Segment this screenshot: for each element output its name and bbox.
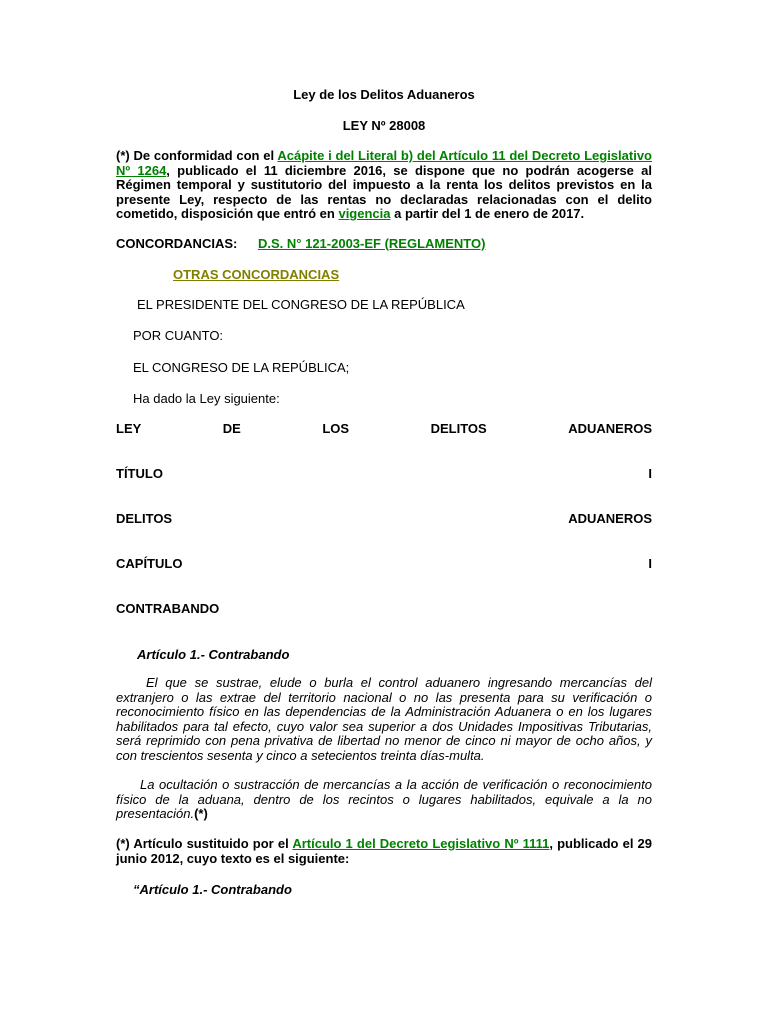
decreto-1111-link[interactable]: Artículo 1 del Decreto Legislativo Nº 1111 <box>292 836 550 851</box>
paragraph-text: La ocultación o sustracción de mercancías a la acción de verificación o reconocimiento físico de la aduana, dentro de los recintos o lugares habilitados, equivale a la no presentación. <box>116 777 652 822</box>
heading-word: LOS <box>322 421 350 436</box>
preamble-congreso: EL CONGRESO DE LA REPÚBLICA; <box>133 360 350 375</box>
heading-word: I <box>648 466 652 481</box>
preamble-por-cuanto: POR CUANTO: <box>133 328 224 343</box>
delitos-heading <box>116 511 652 526</box>
article-1-new-heading: “Artículo 1.- Contrabando <box>133 882 292 897</box>
article-1-paragraph-1: El que se sustrae, elude o burla el control aduanero ingresando mercancías del extranjero o las extrae del territorio nacional o no las presenta para su verificación o reconocimiento físico en las dependencias de la Administración Aduanera o en los lugares habilitados para tal efecto, cuyo valor sea superior a dos Unidades Impositivas Tributarias, será reprimido con pena privativa de libertad no menor de cinco ni mayor de ocho años, y con trescientos sesenta y cinco a setecientos treinta días-multa. <box>116 675 652 763</box>
heading-word: CAPÍTULO <box>116 556 183 571</box>
capitulo-heading <box>116 556 652 571</box>
decreto-1264-link[interactable]: Acápite i del Literal b) del Artículo 11 del Decreto Legislativo Nº 1264 <box>116 148 652 178</box>
preamble-president: EL PRESIDENTE DEL CONGRESO DE LA REPÚBLICA <box>137 297 465 312</box>
note-prefix: (*) De conformidad con el <box>116 148 278 163</box>
note-suffix: , publicado el 29 junio 2012, cuyo texto es el siguiente: <box>116 836 653 866</box>
contrabando-heading: CONTRABANDO <box>116 601 220 616</box>
heading-word: TÍTULO <box>116 466 163 481</box>
heading-word: LEY <box>116 421 142 436</box>
heading-word: DE <box>222 421 241 436</box>
heading-word: ADUANEROS <box>568 511 652 526</box>
reglamento-link[interactable]: D.S. N° 121-2003-EF (REGLAMENTO) <box>258 236 486 251</box>
footnote-mark: (*) <box>194 806 208 822</box>
heading-word: ADUANEROS <box>568 421 652 436</box>
article-1-paragraph-2 <box>116 778 652 822</box>
law-number: LEY Nº 28008 <box>342 118 426 133</box>
titulo-heading <box>116 466 652 481</box>
note-conformidad <box>116 149 652 222</box>
concordancias-label: CONCORDANCIAS: <box>116 236 238 251</box>
note-suffix: a partir del 1 de enero de 2017. <box>390 206 585 222</box>
otras-concordancias-link[interactable]: OTRAS CONCORDANCIAS <box>173 267 340 282</box>
document-title: Ley de los Delitos Aduaneros <box>293 87 475 102</box>
law-title-heading <box>116 421 652 436</box>
preamble-ha-dado: Ha dado la Ley siguiente: <box>133 391 280 406</box>
note-prefix: (*) Artículo sustituido por el <box>116 836 293 851</box>
note-sustituido <box>116 837 652 866</box>
vigencia-link[interactable]: vigencia <box>338 206 391 222</box>
note-body: , publicado el 11 diciembre 2016, se dispone que no podrán acogerse al Régimen temporal y sustitutorio del impuesto a la renta los delitos previstos en la presente Ley, respecto de las rentas no declaradas relacionadas con el delito cometido, disposición que entró en <box>116 162 652 222</box>
heading-word: DELITOS <box>116 511 173 526</box>
heading-word: DELITOS <box>430 421 487 436</box>
article-1-heading: Artículo 1.- Contrabando <box>137 647 290 662</box>
heading-word: I <box>648 556 652 571</box>
